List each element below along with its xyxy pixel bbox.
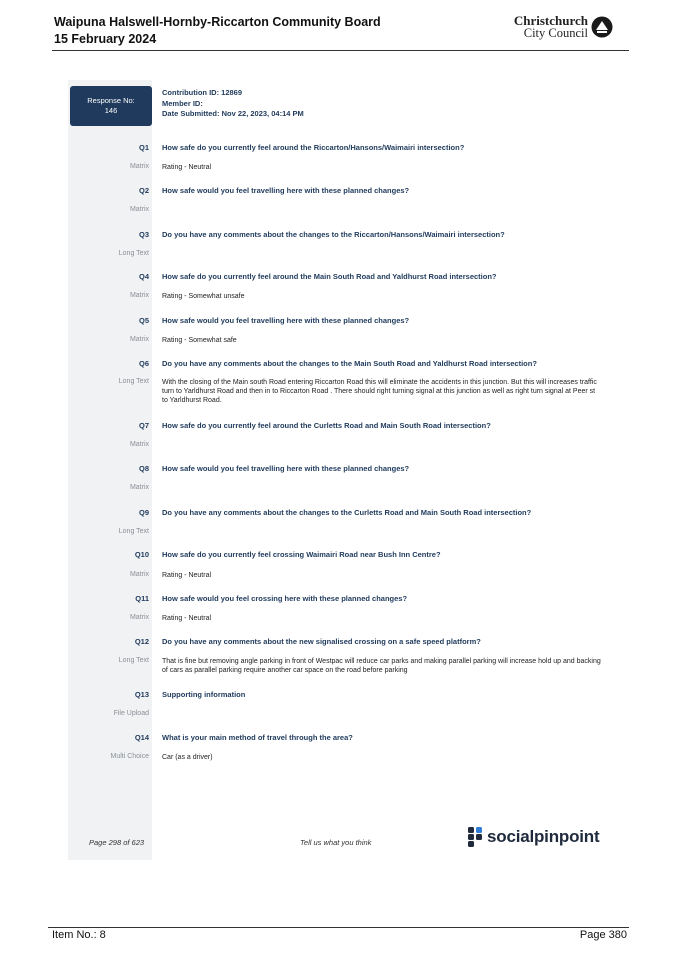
ccc-logo: [514, 14, 613, 40]
question-type: Matrix: [129, 484, 149, 491]
submission-meta: [162, 88, 304, 120]
member-label: Member ID:: [162, 98, 203, 108]
question-answer: That is fine but removing angle parking in front of Westpac will reduce car parks and making parallel parking will increase hold up and backing of cars as parallel parking require another car space on the road before parking: [162, 658, 601, 674]
question-answer: Rating - Neutral: [162, 615, 212, 622]
logo-line2: City Council: [523, 26, 588, 40]
meeting-date: 15 February 2024: [54, 32, 157, 46]
question-number: Q11: [135, 594, 149, 603]
response-badge: [70, 86, 152, 126]
question-type: Multi Choice: [110, 753, 149, 760]
question-number: Q8: [138, 464, 149, 473]
page-number: Page 380: [579, 929, 627, 941]
question-number: Q1: [138, 143, 149, 152]
socialpinpoint-mark-icon: [467, 826, 483, 848]
board-title: [54, 14, 381, 48]
contribution-id: 12869: [221, 88, 243, 97]
question-number: Q9: [138, 508, 149, 517]
question-number: Q7: [138, 421, 149, 430]
question-answer: Rating - Neutral: [162, 164, 212, 171]
question-text: How safe would you feel travelling here with these planned changes?: [162, 186, 410, 195]
question-number: Q2: [138, 186, 149, 195]
question-text: Supporting information: [162, 690, 246, 699]
logo-line1: Christchurch: [513, 13, 588, 28]
question-number: Q6: [138, 359, 149, 368]
question-type: Matrix: [129, 292, 149, 299]
question-text: Do you have any comments about the changes to the Main South Road and Yaldhurst Road intersection?: [162, 359, 537, 368]
question-type: Matrix: [129, 571, 149, 578]
question-type: Long Text: [118, 250, 149, 257]
report-page-number: Page 298 of 623: [89, 838, 145, 847]
tagline: Tell us what you think: [300, 838, 372, 847]
question-text: What is your main method of travel through the area?: [162, 733, 353, 742]
board-name: Waipuna Halswell-Hornby-Riccarton Community Board: [54, 15, 381, 29]
response-number: 146: [104, 106, 118, 115]
ccc-emblem-icon: [591, 16, 613, 38]
question-type: Matrix: [129, 614, 149, 621]
question-text: Do you have any comments about the changes to the Riccarton/Hansons/Waimairi intersection?: [162, 230, 505, 239]
item-number: Item No.: 8: [52, 929, 106, 941]
question-answer: Rating - Neutral: [162, 572, 212, 579]
question-type: Matrix: [129, 206, 149, 213]
date-label: Date Submitted:: [162, 109, 220, 118]
question-type: Long Text: [118, 528, 149, 535]
question-text: How safe do you currently feel crossing Waimairi Road near Bush Inn Centre?: [162, 550, 441, 559]
question-number: Q5: [138, 316, 149, 325]
footer-rule: [48, 927, 629, 928]
question-answer: With the closing of the Main south Road entering Riccarton Road this will eliminate the accidents in this junction. But this will increases traffic turn to Yarldhurst Road and then in to Riccarton Road . There should right turning signal at this junction as well as right turn signal at Peer st to Yarldhurst Road.: [162, 379, 597, 404]
question-type: Long Text: [118, 378, 149, 385]
question-type: Matrix: [129, 163, 149, 170]
question-text: Do you have any comments about the new signalised crossing on a safe speed platform?: [162, 637, 481, 646]
question-text: Do you have any comments about the changes to the Curletts Road and Main South Road intersection?: [162, 508, 532, 517]
question-answer: Car (as a driver): [162, 754, 213, 761]
header-rule: [52, 50, 629, 51]
question-answer: Rating - Somewhat unsafe: [162, 293, 245, 300]
question-text: How safe would you feel travelling here with these planned changes?: [162, 464, 410, 473]
question-type: Matrix: [129, 336, 149, 343]
response-label: Response No:: [87, 96, 135, 105]
socialpinpoint-wordmark: socialpinpoint: [487, 827, 600, 846]
question-number: Q13: [134, 690, 149, 699]
question-answer: Rating - Somewhat safe: [162, 337, 237, 344]
socialpinpoint-logo: [467, 826, 599, 848]
question-number: Q3: [138, 230, 149, 239]
question-number: Q14: [134, 733, 149, 742]
question-text: How safe would you feel travelling here with these planned changes?: [162, 316, 410, 325]
question-number: Q4: [138, 272, 149, 281]
question-number: Q12: [134, 637, 149, 646]
question-type: Matrix: [129, 441, 149, 448]
question-type: Long Text: [118, 657, 149, 664]
question-type: File Upload: [113, 710, 149, 717]
question-text: How safe do you currently feel around the Curletts Road and Main South Road intersection?: [162, 421, 491, 430]
question-text: How safe would you feel crossing here with these planned changes?: [162, 594, 408, 603]
date-submitted: Nov 22, 2023, 04:14 PM: [221, 109, 304, 118]
question-text: How safe do you currently feel around the Main South Road and Yaldhurst Road intersection?: [162, 272, 497, 281]
question-number: Q10: [134, 550, 149, 559]
contribution-label: Contribution ID:: [162, 88, 220, 97]
question-text: How safe do you currently feel around the Riccarton/Hansons/Waimairi intersection?: [162, 143, 465, 152]
